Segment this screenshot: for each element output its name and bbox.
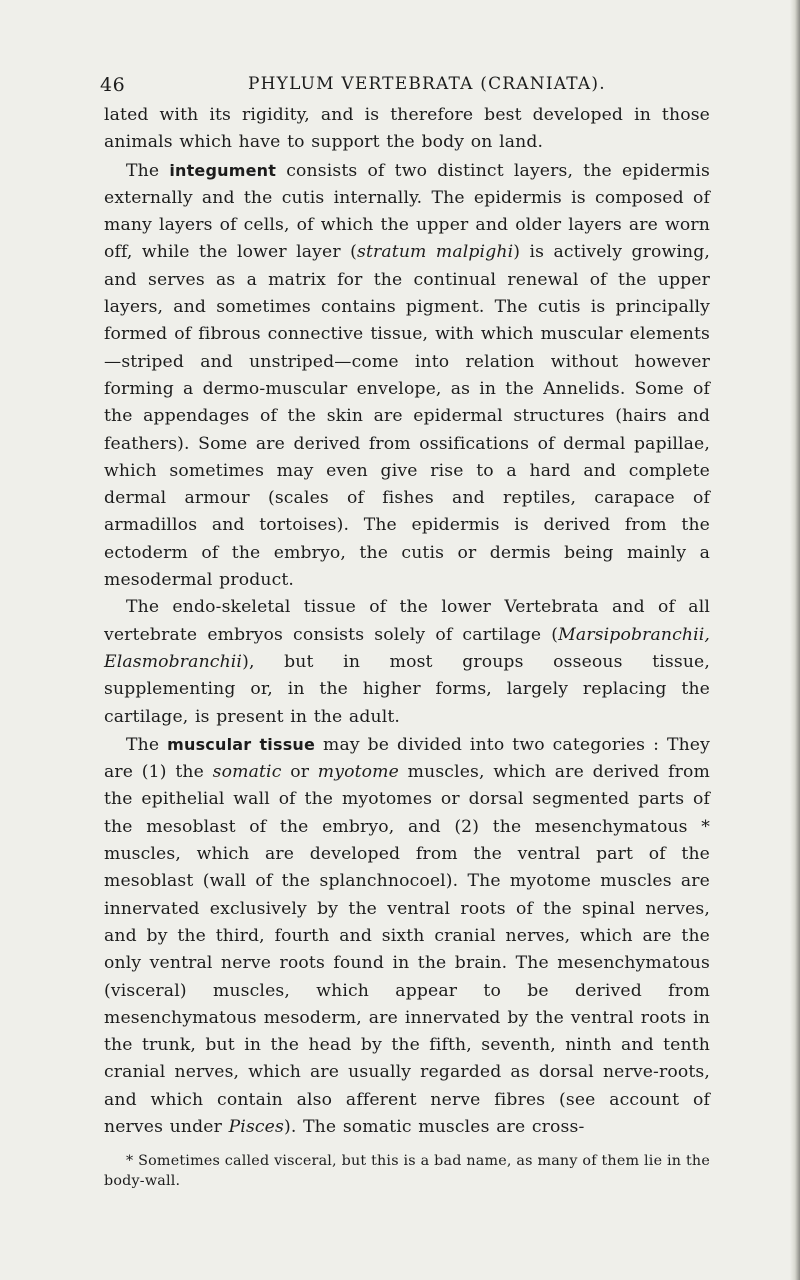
paragraph-text: The	[126, 734, 168, 755]
italic-term: Pisces	[228, 1116, 284, 1137]
italic-term: somatic	[212, 762, 282, 783]
paragraph-integument	[104, 157, 710, 595]
running-head: PHYLUM VERTEBRATA (CRANIATA).	[248, 74, 606, 94]
italic-term: myotome	[317, 762, 399, 783]
paragraph-text: may be divided into two categories : They are (1) the	[104, 734, 710, 783]
book-page	[100, 62, 710, 1191]
paragraph-muscular	[104, 731, 710, 1141]
page-number: 46	[100, 74, 126, 96]
paragraph-text: or	[281, 762, 318, 783]
body-text	[104, 102, 710, 1141]
paragraph-rigidity: lated with its rigidity, and is therefore best developed in those animals which have to support the body on land.	[104, 105, 710, 153]
paragraph-text: The endo-skeletal tissue of the lower Vertebrata and of all vertebrate embryos consists solely of cartilage (	[104, 597, 710, 645]
italic-term: Marsipobranchii, Elasmobranchii	[104, 624, 710, 672]
page-header	[100, 62, 710, 102]
paragraph-text: consists of two distinct layers, the epidermis externally and the cutis internally. The epidermis is composed of many layers of cells, of which the upper and older layers are worn off, while the lower layer (	[104, 160, 710, 263]
paragraph-endoskeletal	[104, 594, 710, 730]
paragraph-text: ). The somatic muscles are cross-	[283, 1116, 585, 1137]
term-muscular-tissue: muscular tissue	[167, 734, 316, 754]
paragraph-text: muscles, which are derived from the epithelial wall of the myotomes or dorsal segmented parts of the mesoblast of the embryo, and (2) the mesenchymatous * muscles, which are developed from the ventral part of the mesoblast (wall of the splanchnocoel). The myotome muscles are innervated exclusively by the ventral roots of the spinal nerves, and by the third, fourth and sixth cranial nerves, which are the only ventral nerve roots found in the brain. The mesenchymatous (visceral) muscles, which appear to be derived from mesenchymatous mesoderm, are innervated by the ventral roots in the trunk, but in the head by the fifth, seventh, ninth and tenth cranial nerves, which are usually regarded as dorsal nerve-roots, and which contain also afferent nerve fibres (see account of nerves under	[104, 762, 710, 1137]
paragraph-text: ), but in most groups osseous tissue, supplementing or, in the higher forms, largely replacing the cartilage, is present in the adult.	[104, 651, 710, 727]
footnote: * Sometimes called visceral, but this is a bad name, as many of them lie in the body-wall.	[104, 1153, 710, 1190]
term-integument: integument	[169, 160, 277, 180]
paragraph-text: ) is actively growing, and serves as a matrix for the continual renewal of the upper layers, and sometimes contains pigment. The cutis is principally formed of fibrous connective tissue, with which muscular elements—striped and unstriped—come into relation without however forming a dermo-muscular envelope, as in the Annelids. Some of the appendages of the skin are epidermal structures (hairs and feathers). Some are derived from ossifications of dermal papillae, which sometimes may even give rise to a hard and complete dermal armour (scales of fishes and reptiles, carapace of armadillos and tortoises). The epidermis is derived from the ectoderm of the embryo, the cutis or dermis being mainly a mesodermal product.	[104, 242, 710, 591]
paragraph-text: The	[126, 160, 170, 181]
italic-term: stratum malpighi	[356, 242, 514, 263]
page-edge-shadow	[790, 0, 800, 1280]
